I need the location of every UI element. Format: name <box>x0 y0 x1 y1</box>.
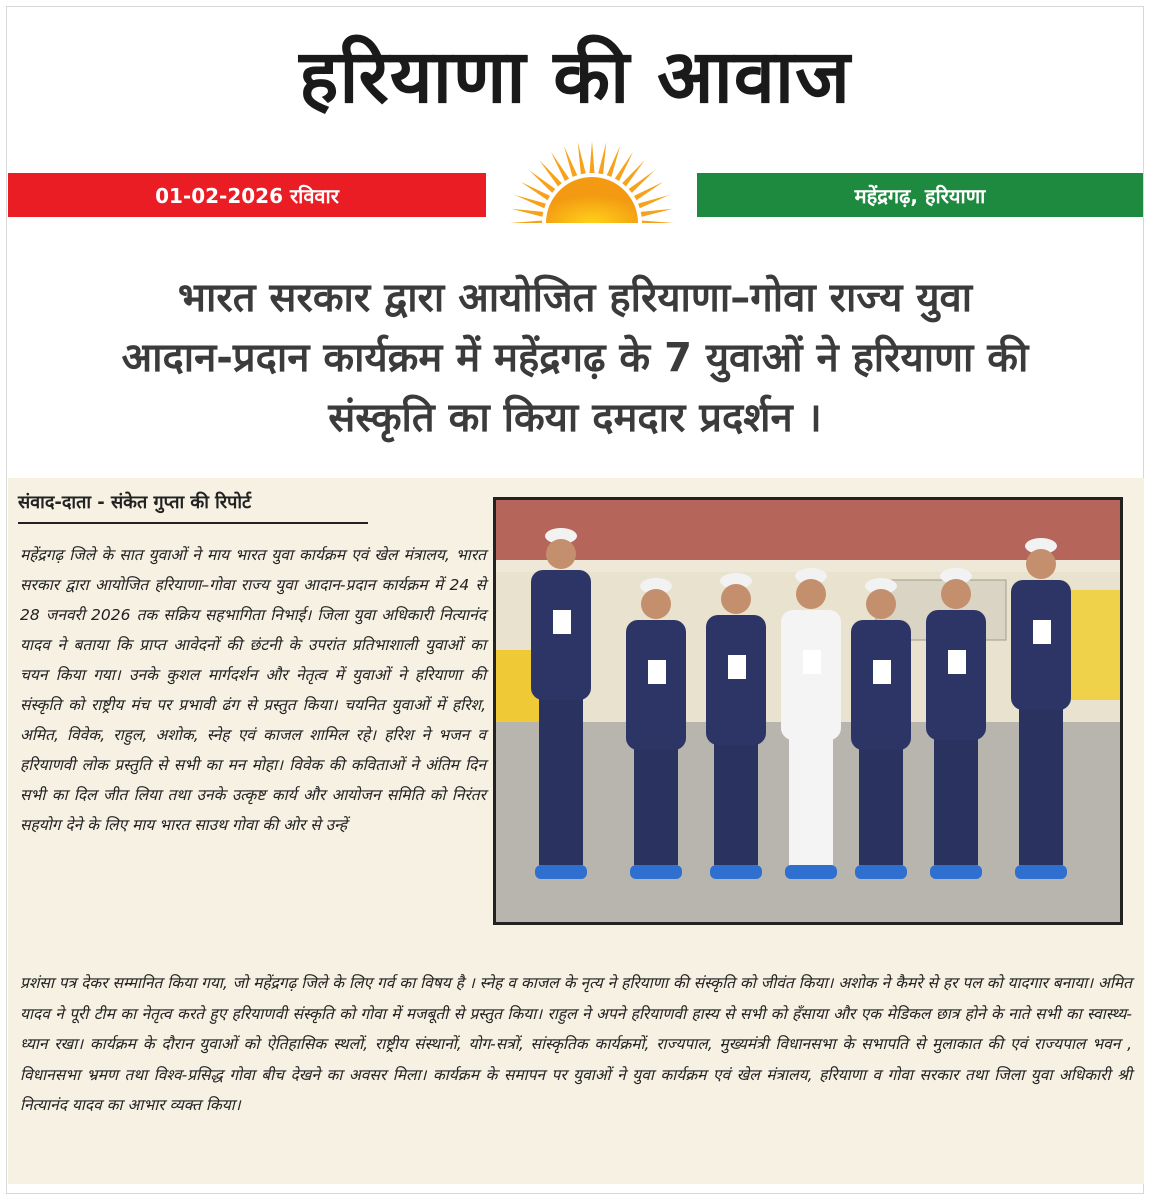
article-paragraph-top: महेंद्रगढ़ जिले के सात युवाओं ने माय भारत युवा कार्यक्रम एवं खेल मंत्रालय, भारत सरकार द्वारा आयोजित हरियाणा–गोवा राज्य युवा आदान-प्रदान कार्यक्रम में 24 से 28 जनवरी 2026 तक सक्रिय सहभागिता निभाई। जिला युवा अधिकारी नित्यानंद यादव ने बताया कि प्राप्त आवेदनों की छंटनी के उपरांत प्रतिभाशाली युवाओं का चयन किया गया। उनके कुशल मार्गदर्शन और नेतृत्व में युवाओं ने हरियाणा की संस्कृति को राष्ट्रीय मंच पर प्रभावी ढंग से प्रस्तुत किया। चयनित युवाओं में हरिश, अमित, विवेक, राहुल, अशोक, स्नेह एवं काजल शामिल रहे। हरिश ने भजन व हरियाणवी लोक प्रस्तुति से सभी का मन मोहा। विवेक की कविताओं ने अंतिम दिन सभी का दिल जीत लिया तथा उनके उत्कृष्ट कार्य और आयोजन समिति को निरंतर सहयोग देने के लिए माय भारत साउथ गोवा की ओर से उन्हें <box>20 546 486 834</box>
rising-sun-icon <box>486 138 698 223</box>
byline: संवाद-दाता - संकेत गुप्ता की रिपोर्ट <box>18 490 368 524</box>
group-photo <box>493 497 1123 925</box>
date-band <box>8 173 486 217</box>
person-figure <box>626 578 686 879</box>
headline-line-3: संस्कृति का किया दमदार प्रदर्शन । <box>328 395 822 441</box>
sun-ray <box>564 146 577 177</box>
sun-ray <box>510 221 542 223</box>
headline-line-1: भारत सरकार द्वारा आयोजित हरियाणा–गोवा राज्य युवा <box>177 275 973 321</box>
group-photo-illustration <box>496 500 1120 922</box>
date-label: 01-02-2026 रविवार <box>155 183 339 208</box>
headline-line-2: आदान-प्रदान कार्यक्रम में महेंद्रगढ़ के 7 युवाओं ने हरियाणा की <box>121 335 1029 381</box>
person-figure <box>531 528 591 879</box>
location-label: महेंद्रगढ़, हरियाणा <box>854 183 986 208</box>
sun-ray <box>515 195 546 208</box>
sun-ray <box>578 142 586 174</box>
sun-ray <box>638 195 669 208</box>
person-figure <box>706 573 766 879</box>
headline <box>40 268 1110 448</box>
person-figure <box>781 568 841 879</box>
person-figure <box>1011 538 1071 879</box>
article-paragraph-bottom: प्रशंसा पत्र देकर सम्मानित किया गया, जो महेंद्रगढ़ जिले के लिए गर्व का विषय है । स्नेह व काजल के नृत्य ने हरियाणा की संस्कृति को जीवंत किया। अशोक ने कैमरे से हर पल को यादगार बनाया। अमित यादव ने पूरी टीम का नेतृत्व करते हुए हरियाणवी संस्कृति को गोवा में मजबूती से प्रस्तुत किया। राहुल ने अपने हरियाणवी हास्य से सभी को हँसाया और एक मेडिकल छात्र होने के नाते सभी का स्वास्थ्य-ध्यान रखा। कार्यक्रम के दौरान युवाओं को ऐतिहासिक स्थलों, राष्ट्रीय संस्थानों, योग-सत्रों, सांस्कृतिक कार्यक्रमों, राज्यपाल, मुख्यमंत्री विधानसभा के सभापति से मुलाकात की एवं राज्यपाल भवन , विधानसभा भ्रमण तथा विश्व-प्रसिद्ध गोवा बीच देखने का अवसर मिला। कार्यक्रम के समापन पर युवाओं ने युवा कार्यक्रम एवं खेल मंत्रालय, हरियाणा व गोवा सरकार तथा जिला युवा अधिकारी श्री नित्यानंद यादव का आभार व्यक्त किया। <box>20 974 1132 1114</box>
location-band <box>697 173 1143 217</box>
person-figure <box>851 578 911 879</box>
sun-ray <box>511 209 543 217</box>
masthead-title: हरियाणा की आवाज <box>299 34 851 120</box>
sun-ray <box>641 209 673 217</box>
person-figure <box>926 568 986 879</box>
sun-ray <box>607 146 620 177</box>
sun-ray <box>590 141 595 173</box>
sun-ray <box>598 142 606 174</box>
sun-ray <box>642 221 674 223</box>
